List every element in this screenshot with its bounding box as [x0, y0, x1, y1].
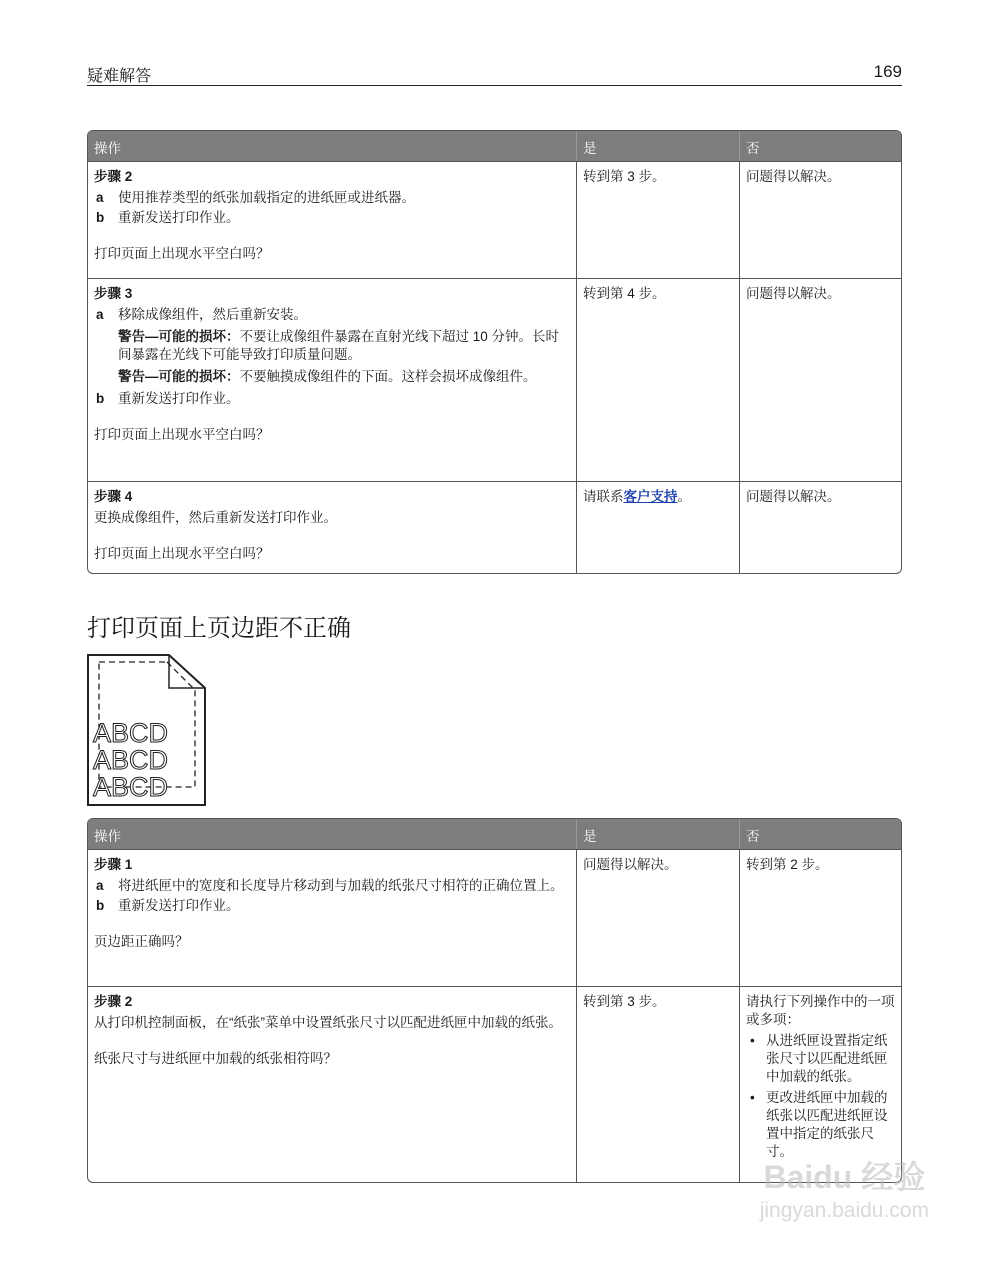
page-number: 169 [873, 62, 902, 81]
section-title: 打印页面上页边距不正确 [87, 615, 351, 642]
question: 打印页面上出现水平空白吗？ [94, 546, 270, 561]
step-title: 步骤 1 [94, 857, 133, 872]
sub-step: a 移除成像组件，然后重新安装。 [96, 307, 307, 322]
yes-cell: 转到第 4 步。 [576, 278, 739, 481]
col-header-no: 否 [739, 819, 901, 849]
watermark-url: jingyan.baidu.com [759, 1199, 929, 1222]
page-header [87, 62, 902, 86]
warning-note: 警告—可能的损坏：不要让成像组件暴露在直射光线下超过 10 分钟。长时间暴露在光线下可能导致打印质量问题。 [118, 329, 560, 362]
yes-cell: 请联系客户支持。 [576, 481, 739, 573]
figure-text-line: ABCD [93, 718, 169, 748]
action-cell [88, 849, 576, 986]
action-cell [88, 481, 576, 573]
list-item: • 从进纸匣设置指定纸张尺寸以匹配进纸匣中加载的纸张。 [746, 1032, 895, 1086]
question: 打印页面上出现水平空白吗？ [94, 427, 270, 442]
list-item: • 更改进纸匣中加载的纸张以匹配进纸匣设置中指定的纸张尺寸。 [746, 1089, 895, 1161]
page-illustration-icon [87, 654, 207, 806]
table-row [88, 849, 901, 986]
sub-step: b 重新发送打印作业。 [96, 898, 240, 913]
margin-illustration [87, 654, 207, 811]
header-title: 疑难解答 [87, 68, 152, 85]
troubleshoot-table-margins [87, 818, 902, 1183]
col-header-action: 操作 [88, 131, 576, 161]
question: 打印页面上出现水平空白吗？ [94, 246, 270, 261]
step-title: 步骤 4 [94, 489, 133, 504]
yes-cell: 转到第 3 步。 [576, 986, 739, 1182]
yes-cell: 转到第 3 步。 [576, 161, 739, 278]
action-cell [88, 278, 576, 481]
step-title: 步骤 2 [94, 169, 133, 184]
yes-cell: 问题得以解决。 [576, 849, 739, 986]
sub-step: b 重新发送打印作业。 [96, 391, 240, 406]
no-cell: 问题得以解决。 [739, 278, 901, 481]
warning-note: 警告—可能的损坏：不要触摸成像组件的下面。这样会损坏成像组件。 [118, 369, 537, 384]
sub-step: a 将进纸匣中的宽度和长度导片移动到与加载的纸张尺寸相符的正确位置上。 [96, 878, 564, 893]
troubleshoot-table-horizontal-gaps [87, 130, 902, 574]
question: 页边距正确吗？ [94, 934, 189, 949]
baidu-watermark [760, 1160, 929, 1228]
no-intro: 请执行下列操作中的一项或多项： [746, 994, 895, 1027]
figure-text-line: ABCD [93, 745, 169, 775]
table-row [88, 986, 901, 1182]
step-text: 更换成像组件，然后重新发送打印作业。 [94, 510, 337, 525]
figure-text-line: ABCD [93, 772, 169, 802]
col-header-yes: 是 [576, 819, 739, 849]
table-row [88, 481, 901, 573]
bullet-icon: • [750, 1090, 755, 1105]
question: 纸张尺寸与进纸匣中加载的纸张相符吗？ [94, 1051, 337, 1066]
sub-step: b 重新发送打印作业。 [96, 210, 240, 225]
col-header-no: 否 [739, 131, 901, 161]
bullet-icon: • [750, 1033, 755, 1048]
no-cell [739, 986, 901, 1182]
action-cell [88, 161, 576, 278]
no-cell: 问题得以解决。 [739, 481, 901, 573]
table-row [88, 278, 901, 481]
action-cell [88, 986, 576, 1182]
col-header-yes: 是 [576, 131, 739, 161]
customer-support-link[interactable]: 客户支持 [623, 489, 678, 504]
no-cell: 问题得以解决。 [739, 161, 901, 278]
col-header-action: 操作 [88, 819, 576, 849]
step-title: 步骤 3 [94, 286, 133, 301]
watermark-brand: Baidu 经验 [763, 1159, 926, 1195]
step-text: 从打印机控制面板，在“纸张”菜单中设置纸张尺寸以匹配进纸匣中加载的纸张。 [94, 1015, 562, 1030]
step-title: 步骤 2 [94, 994, 133, 1009]
no-cell: 转到第 2 步。 [739, 849, 901, 986]
table-row [88, 161, 901, 278]
sub-step: a 使用推荐类型的纸张加载指定的进纸匣或进纸器。 [96, 190, 415, 205]
